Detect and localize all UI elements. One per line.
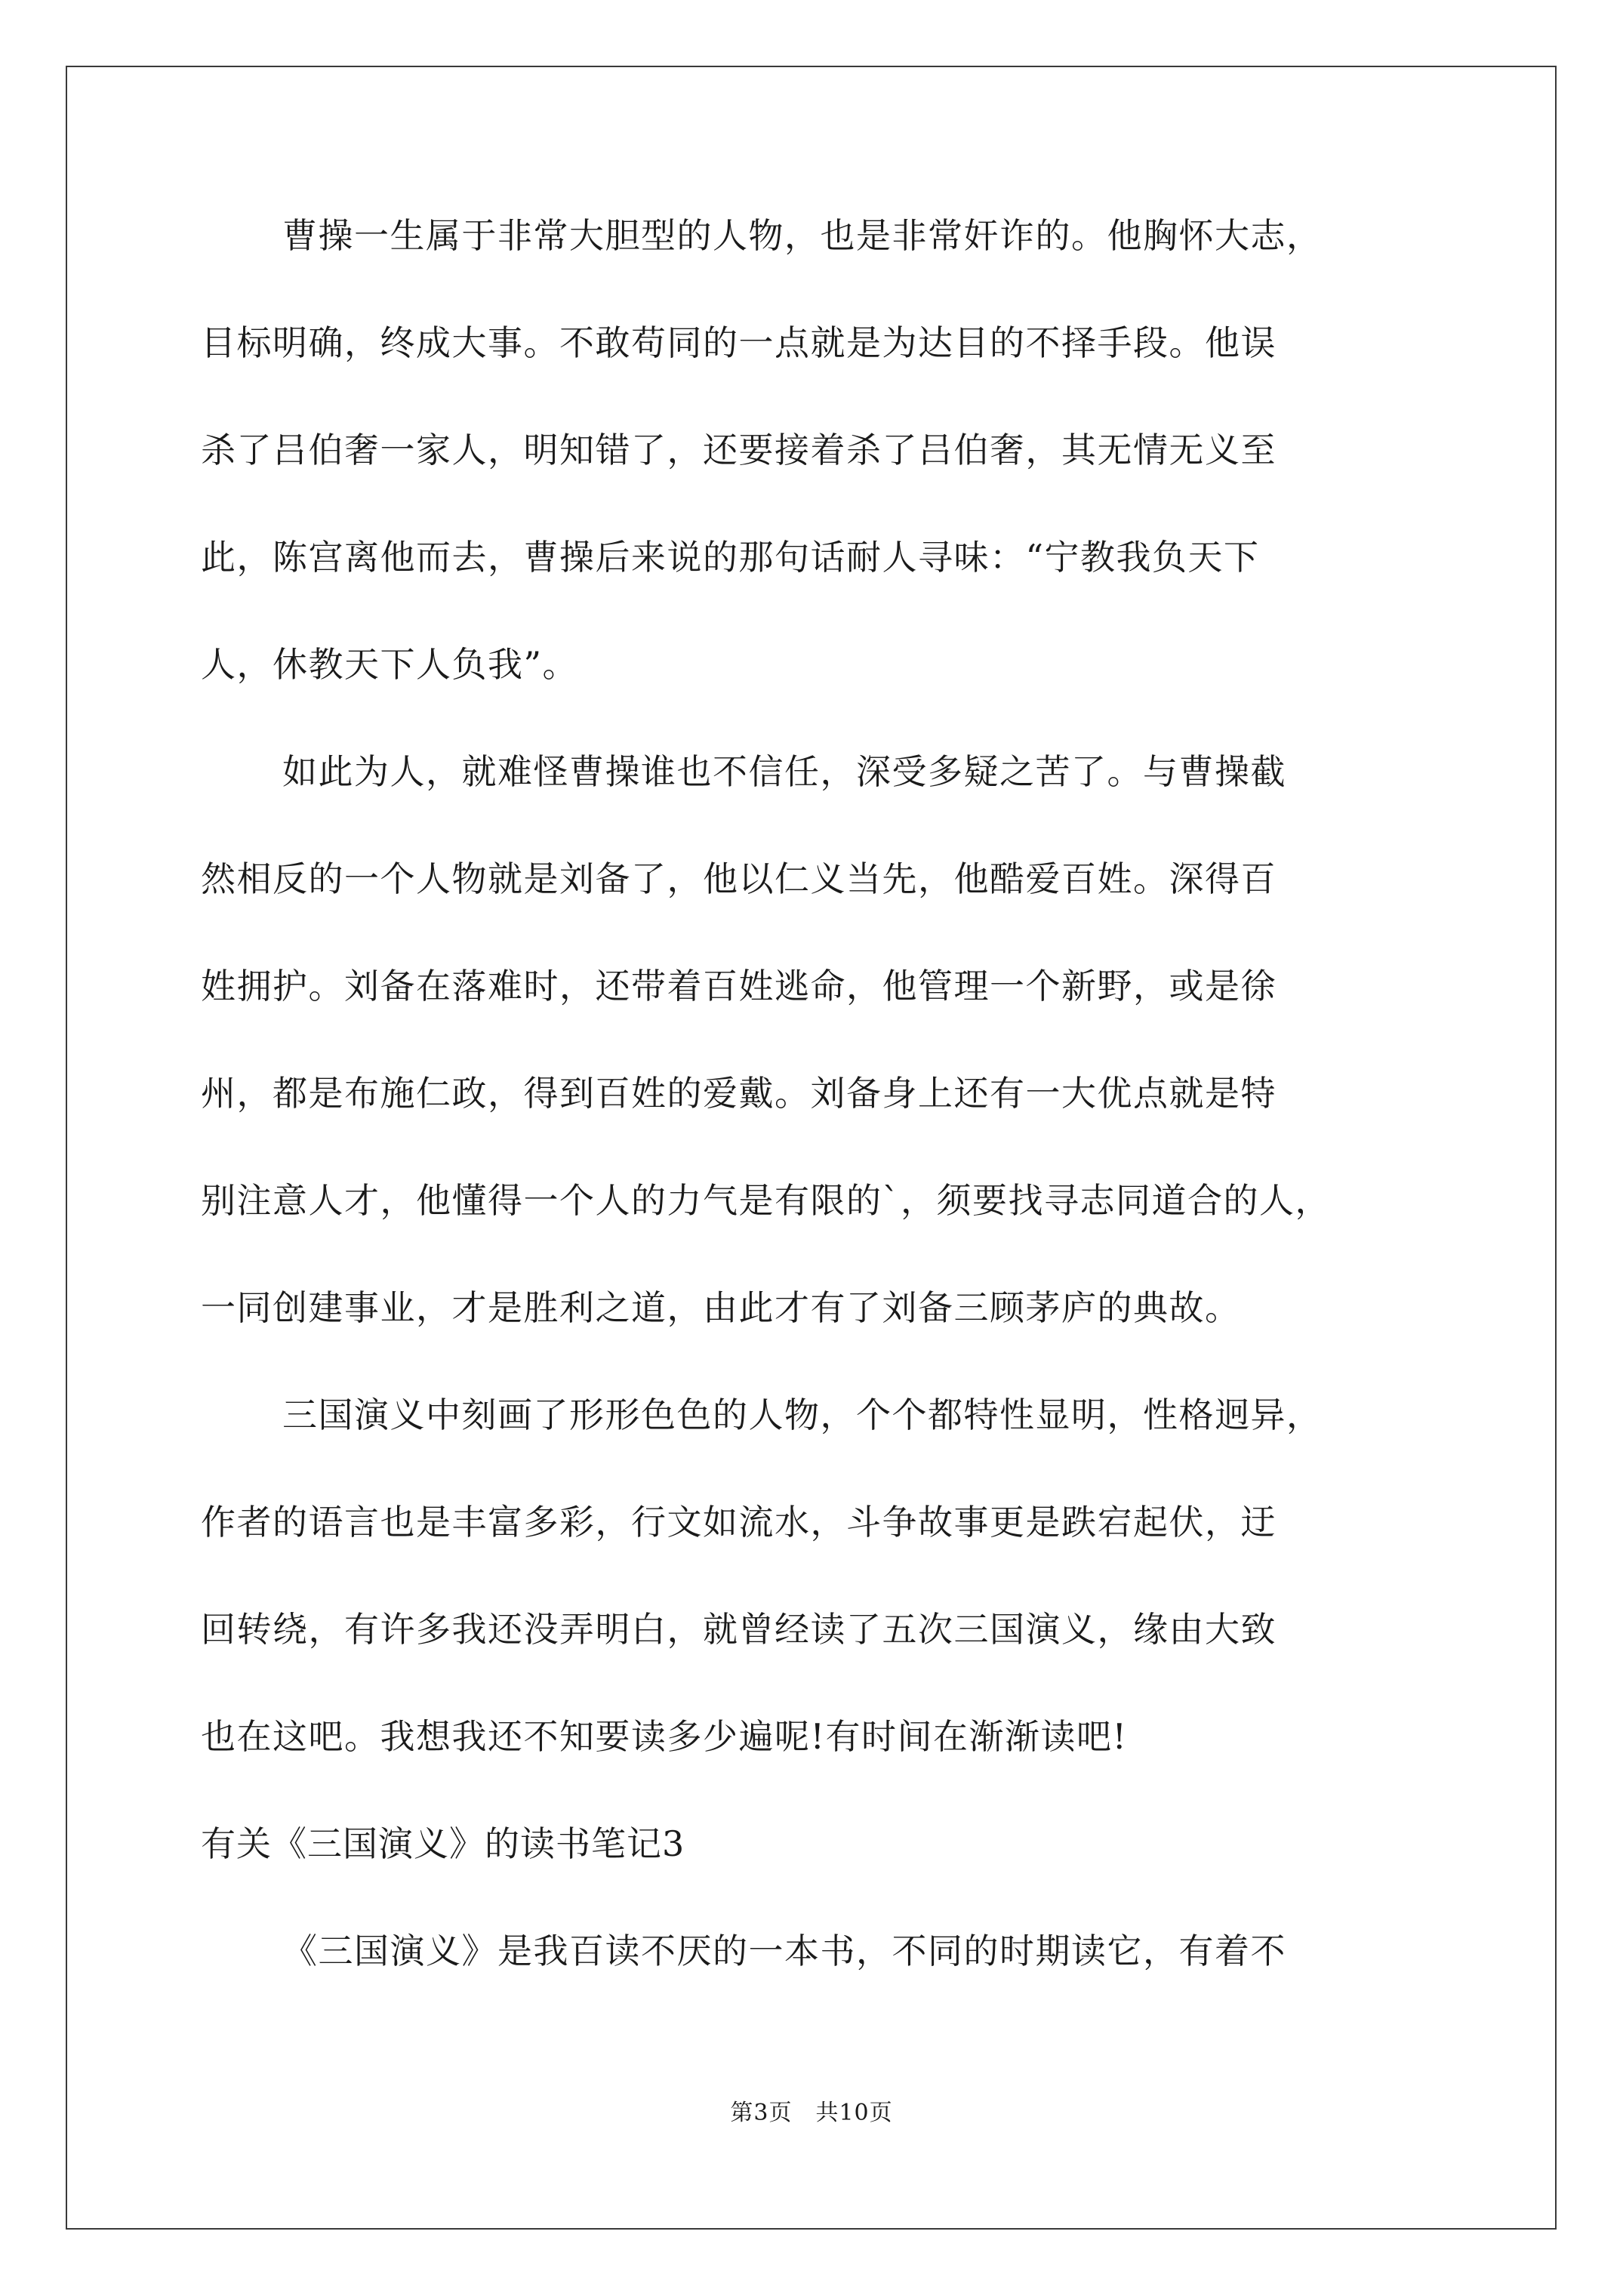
section-heading: 有关《三国演义》的读书笔记3 bbox=[201, 1823, 685, 1864]
paragraph-line: 杀了吕伯奢一家人，明知错了，还要接着杀了吕伯奢，其无情无义至 bbox=[201, 430, 1277, 470]
paragraph-line: 作者的语言也是丰富多彩，行文如流水，斗争故事更是跌宕起伏，迂 bbox=[201, 1502, 1277, 1542]
paragraph-line: 然相反的一个人物就是刘备了，他以仁义当先，他酷爱百姓。深得百 bbox=[201, 858, 1277, 899]
paragraph-line: 人，休教天下人负我”。 bbox=[201, 644, 579, 685]
paragraph-line: 目标明确，终成大事。不敢苟同的一点就是为达目的不择手段。他误 bbox=[201, 322, 1277, 363]
paragraph-line: 也在这吧。我想我还不知要读多少遍呢!有时间在渐渐读吧! bbox=[201, 1716, 1128, 1757]
paragraph-line: 如此为人，就难怪曹操谁也不信任，深受多疑之苦了。与曹操截 bbox=[282, 751, 1286, 792]
paragraph-line: 别注意人才，他懂得一个人的力气是有限的`，须要找寻志同道合的人， bbox=[201, 1180, 1331, 1221]
paragraph-line: 三国演义中刻画了形形色色的人物，个个都特性显明，性格迥异， bbox=[282, 1395, 1323, 1435]
paragraph-line: 一同创建事业，才是胜利之道，由此才有了刘备三顾茅庐的典故。 bbox=[201, 1287, 1241, 1328]
paragraph-line: 姓拥护。刘备在落难时，还带着百姓逃命，他管理一个新野，或是徐 bbox=[201, 966, 1277, 1006]
paragraph-line: 此，陈宫离他而去，曹操后来说的那句话耐人寻味：“宁教我负天下 bbox=[201, 537, 1260, 578]
page-border bbox=[66, 66, 1557, 2230]
paragraph-line: 《三国演义》是我百读不厌的一本书，不同的时期读它，有着不 bbox=[282, 1931, 1286, 1971]
paragraph-line: 曹操一生属于非常大胆型的人物，也是非常奸诈的。他胸怀大志， bbox=[282, 215, 1323, 256]
paragraph-line: 回转绕，有许多我还没弄明白，就曾经读了五次三国演义，缘由大致 bbox=[201, 1609, 1277, 1650]
paragraph-line: 州，都是布施仁政，得到百姓的爱戴。刘备身上还有一大优点就是特 bbox=[201, 1073, 1277, 1114]
page-number-footer: 第3页 共10页 bbox=[730, 2100, 893, 2126]
